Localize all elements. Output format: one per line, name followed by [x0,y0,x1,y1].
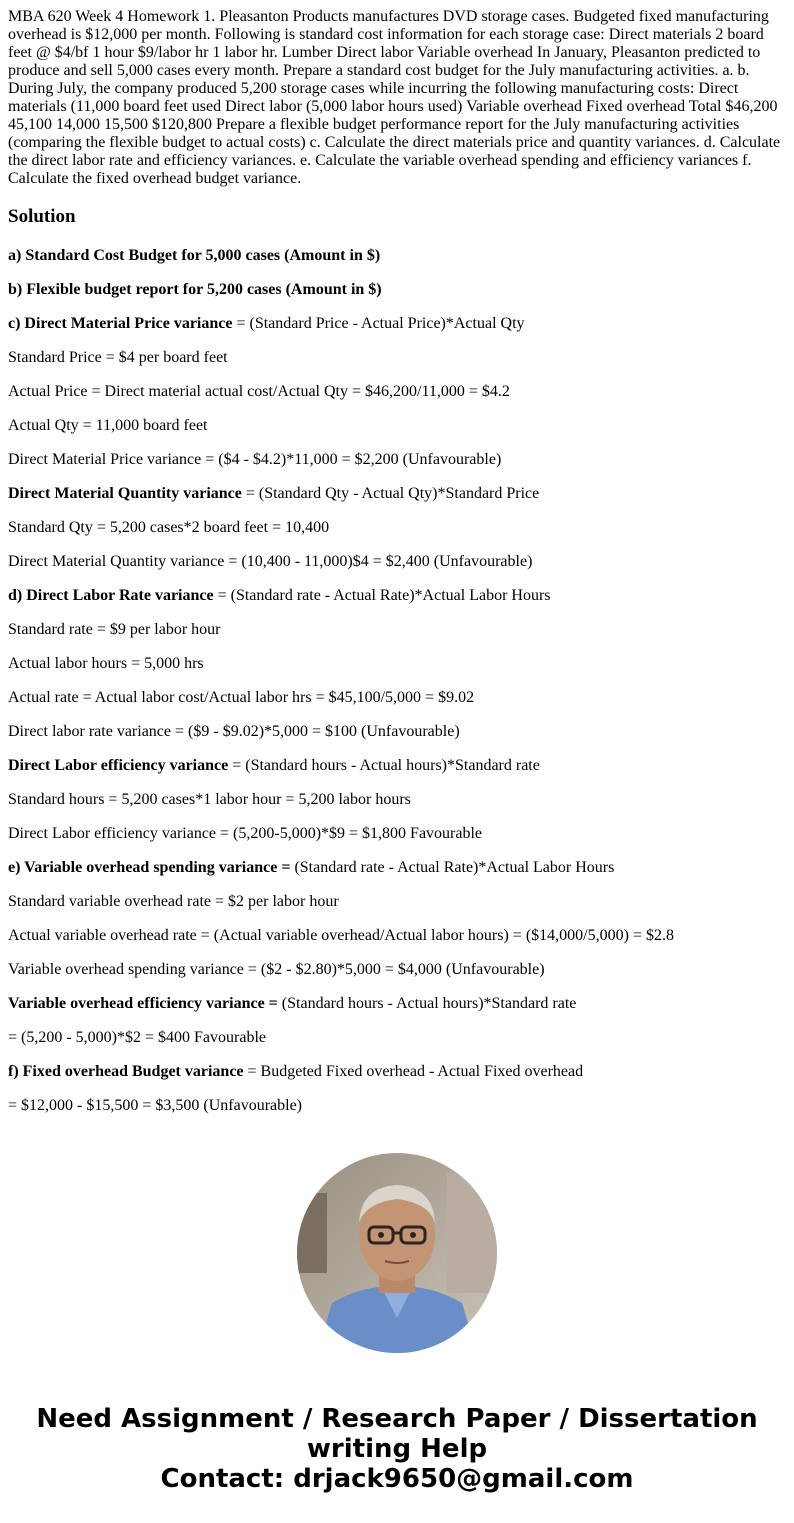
solution-line-text: Standard Price = $4 per board feet [8,349,228,366]
solution-line-heading: Variable overhead efficiency variance = [8,995,278,1012]
solution-line [8,995,576,1013]
solution-line-text: Actual rate = Actual labor cost/Actual labor hrs = $45,100/5,000 = $9.02 [8,689,475,706]
solution-line [8,927,674,945]
footer-line-2: writing Help [306,1434,488,1464]
solution-line-heading: Direct Labor efficiency variance [8,757,229,774]
solution-line [8,383,510,401]
solution-line-text: (Standard rate - Actual Rate)*Actual Labor Hours [290,859,615,876]
solution-line-text: = (Standard hours - Actual hours)*Standard rate [228,757,540,774]
solution-heading: Solution [8,206,76,227]
solution-line [8,655,204,673]
solution-line [8,519,329,537]
author-photo [297,1153,497,1353]
solution-line [8,893,339,911]
solution-line [8,587,551,605]
solution-line [8,417,207,435]
solution-line-text: = (5,200 - 5,000)*$2 = $400 Favourable [8,1029,267,1046]
solution-line-text: Actual variable overhead rate = (Actual variable overhead/Actual labor hours) = ($14,000/5,000) = $2.8 [8,927,674,944]
solution-line-text: Standard variable overhead rate = $2 per labor hour [8,893,339,910]
solution-line [8,689,474,707]
solution-line [8,825,482,843]
solution-line-text: Standard Qty = 5,200 cases*2 board feet = 10,400 [8,519,330,536]
solution-line [8,247,380,265]
question-block [8,8,786,188]
footer-line-1: Need Assignment / Research Paper / Dissertation [36,1404,758,1434]
solution-line [8,451,501,469]
solution-line-text: Direct labor rate variance = ($9 - $9.02)*5,000 = $100 (Unfavourable) [8,723,460,740]
solution-line [8,723,460,741]
solution-line-heading: d) Direct Labor Rate variance [8,587,214,604]
solution-line-heading: c) Direct Material Price variance [8,315,233,332]
solution-line-text: = $12,000 - $15,500 = $3,500 (Unfavourable) [8,1097,302,1114]
solution-line [8,621,221,639]
solution-line-text: (Standard hours - Actual hours)*Standard rate [277,995,577,1012]
solution-line-heading: f) Fixed overhead Budget variance [8,1063,244,1080]
solution-line [8,315,525,333]
solution-line-heading: b) Flexible budget report for 5,200 cases (Amount in $) [8,281,382,298]
solution-line-text: = (Standard Price - Actual Price)*Actual Qty [232,315,525,332]
solution-line-text: Standard rate = $9 per labor hour [8,621,221,638]
solution-line-text: Direct Material Quantity variance = (10,400 - 11,000)$4 = $2,400 (Unfavourable) [8,553,533,570]
solution-line-text: Actual labor hours = 5,000 hrs [8,655,204,672]
solution-line [8,757,540,775]
question-text: MBA 620 Week 4 Homework 1. Pleasanton Products manufactures DVD storage cases. Budgeted fixed manufacturing overhead is $12,000 per month. Following is standard cost information for each storage case: Direct materials 2 board feet @ $4/bf 1 hour $9/labor hr 1 labor hr. Lumber Direct labor Variable overhead In January, Pleasanton predicted to produce and sell 5,000 cases every month. Prepare a standard cost budget for the July manufacturing activities. a. b. During July, the company produced 5,200 storage cases while incurring the following manufacturing costs: Direct materials (11,000 board feet used Direct labor (5,000 labor hours used) Variable overhead Fixed overhead Total $46,200 45,100 14,000 15,500 $120,800 Prepare a flexible budget performance report for the July manufacturing activities (comparing the flexible budget to actual costs) c. Calculate the direct materials price and quantity variances. d. Calculate the direct labor rate and efficiency variances. e. Calculate the variable overhead spending and efficiency variances f. Calculate the fixed overhead budget variance. [8,8,781,187]
solution-line [8,961,545,979]
solution-line-text: = (Standard rate - Actual Rate)*Actual Labor Hours [213,587,551,604]
author-portrait-image [297,1153,497,1353]
footer-contact: Contact: drjack9650@gmail.com [160,1464,634,1494]
solution-line-text: Actual Price = Direct material actual cost/Actual Qty = $46,200/11,000 = $4.2 [8,383,510,400]
solution-line-text: Direct Material Price variance = ($4 - $4.2)*11,000 = $2,200 (Unfavourable) [8,451,502,468]
solution-line-text: Actual Qty = 11,000 board feet [8,417,208,434]
solution-line [8,1097,302,1115]
solution-line-text: Standard hours = 5,200 cases*1 labor hour = 5,200 labor hours [8,791,411,808]
solution-line-text: = (Standard Qty - Actual Qty)*Standard Price [241,485,540,502]
solution-line [8,791,411,809]
solution-line [8,281,382,299]
solution-line-heading: Direct Material Quantity variance [8,485,242,502]
solution-line-text: = Budgeted Fixed overhead - Actual Fixed overhead [243,1063,584,1080]
solution-line-heading: a) Standard Cost Budget for 5,000 cases (Amount in $) [8,247,381,264]
promo-footer [0,1404,794,1494]
solution-line [8,859,614,877]
solution-line-text: Variable overhead spending variance = ($2 - $2.80)*5,000 = $4,000 (Unfavourable) [8,961,545,978]
solution-line [8,553,532,571]
solution-line [8,485,539,503]
solution-line [8,349,228,367]
solution-line-heading: e) Variable overhead spending variance = [8,859,291,876]
solution-line [8,1029,266,1047]
solution-line-text: Direct Labor efficiency variance = (5,200-5,000)*$9 = $1,800 Favourable [8,825,483,842]
solution-line [8,1063,583,1081]
